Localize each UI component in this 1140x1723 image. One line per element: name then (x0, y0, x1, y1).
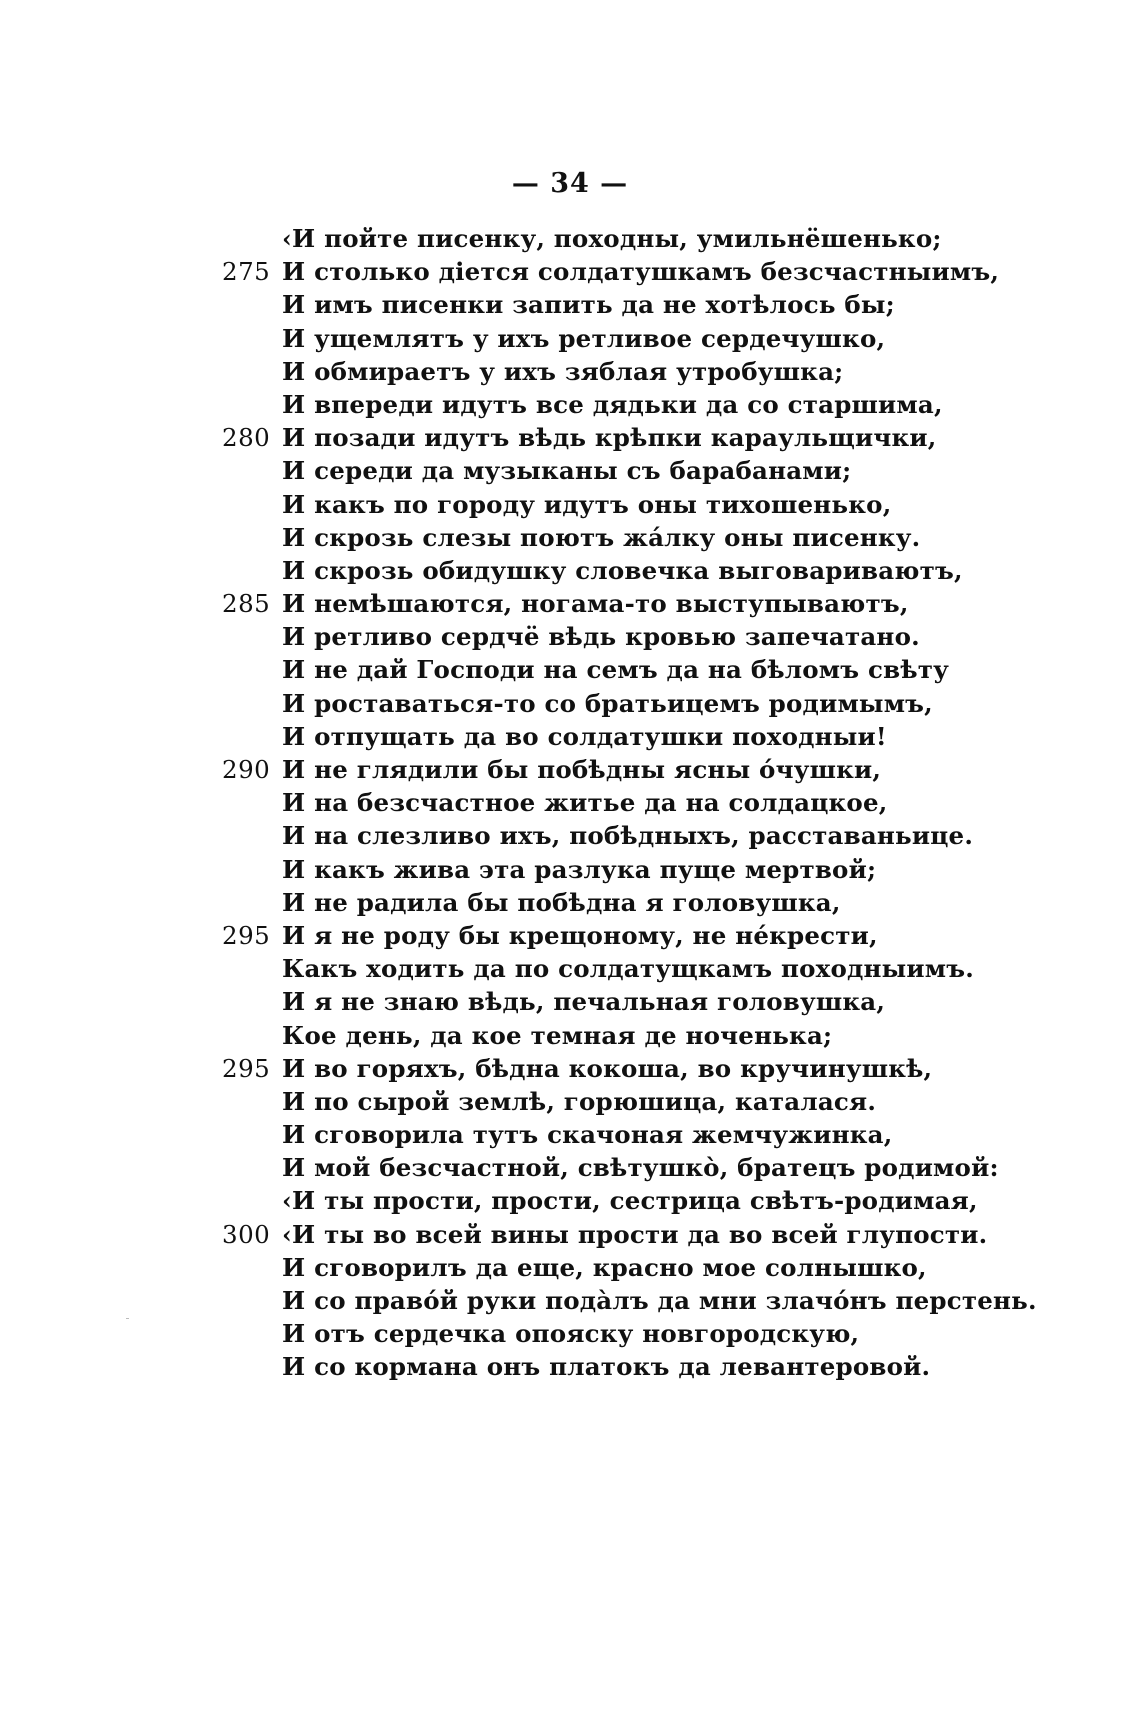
scan-speck (126, 1318, 129, 1319)
verse-line (0, 753, 1140, 786)
verse-line-text: И я не знаю вѣдь, печальная головушка, (282, 987, 886, 1017)
verse-line (0, 421, 1140, 454)
verse-line-text: И со правóй руки подàлъ да мни злачóнъ перстень. (282, 1286, 1037, 1315)
verse-line-text: И какъ жива эта разлука пуще мертвой; (282, 854, 877, 884)
verse-line (0, 853, 1140, 886)
verse-line (0, 322, 1140, 355)
verse-line-text: И ущемлятъ у ихъ ретливое сердечушко, (282, 323, 886, 353)
verse-line (0, 819, 1140, 852)
verse-line-text: И сговорилъ да еще, красно мое солнышко, (282, 1252, 927, 1282)
verse-line (0, 985, 1140, 1018)
verse-line-number: 300 (222, 1219, 271, 1249)
verse-line (0, 886, 1140, 919)
verse-line-text: И по сырой землѣ, горюшица, каталася. (282, 1086, 877, 1116)
verse-line (0, 388, 1140, 421)
verse-line (0, 952, 1140, 985)
verse-line (0, 919, 1140, 952)
verse-line-text: И скрозь обидушку словечка выговариваютъ, (282, 555, 963, 585)
verse-line-text: И мой безсчастной, свѣтушкò, братецъ родимой: (282, 1153, 999, 1183)
verse-line (0, 1184, 1140, 1217)
verse-line-text: ‹И ты прости, прости, сестрица свѣтъ-родимая, (282, 1186, 978, 1216)
verse-line-text: И на безсчастное житье да на солдацкое, (282, 788, 888, 818)
verse-line-text: И не дай Господи на семъ да на бѣломъ свѣту (282, 655, 950, 685)
verse-line-number: 295 (222, 920, 271, 950)
verse-line-number: 275 (222, 257, 271, 287)
verse-line (0, 653, 1140, 686)
verse-line-text: И ретливо сердчё вѣдь кровью запечатано. (282, 622, 920, 652)
verse-line (0, 454, 1140, 487)
verse-line-text: И я не роду бы крещоному, не нéкрести, (282, 920, 878, 950)
verse-line-number: 290 (222, 755, 271, 784)
verse-line-text: ‹И пойте писенку, походны, умильнёшенько; (282, 224, 942, 253)
verse-line (0, 1085, 1140, 1118)
verse-line (0, 1251, 1140, 1284)
verse-line-text: И отъ сердечка опояску новгородскую, (282, 1319, 860, 1349)
verse-line (0, 1151, 1140, 1184)
page-number: — 34 — (511, 168, 629, 199)
verse-line-text: И какъ по городу идутъ оны тихошенько, (282, 489, 892, 519)
verse-line-text: И не глядили бы побѣдны ясны óчушки, (282, 755, 882, 784)
verse-line (0, 255, 1140, 288)
verse-line-text: И на слезливо ихъ, побѣдныхъ, расставаньице. (282, 821, 974, 851)
verse-line-text: И роставаться-то со братьицемъ родимымъ, (282, 688, 933, 718)
verse-line (0, 1118, 1140, 1151)
verse-line (0, 1218, 1140, 1251)
verse-line (0, 1350, 1140, 1383)
verse-line (0, 222, 1140, 255)
verse-line-number: 280 (222, 423, 271, 453)
verse-line-number: 285 (222, 589, 271, 619)
verse-line (0, 720, 1140, 753)
verse-line-text: И столько дiется солдатушкамъ безсчастныимъ, (282, 257, 1000, 287)
verse-line-text: И не радила бы побѣдна я головушка, (282, 887, 841, 917)
verse-line (0, 554, 1140, 587)
verse-line (0, 687, 1140, 720)
verse-line-text: Кое день, да кое темная де ноченька; (282, 1020, 833, 1050)
verse-line-number: 295 (222, 1053, 271, 1083)
verse-line-text: И обмираетъ у ихъ зяблая утробушка; (282, 356, 844, 386)
verse-line (0, 587, 1140, 620)
verse-line-text: И середи да музыканы съ барабанами; (282, 456, 852, 486)
verse-line-text: И имъ писенки запить да не хотѣлось бы; (282, 290, 895, 320)
verse-line-text: И отпущать да во солдатушки походныи! (282, 721, 887, 751)
verse-line-text: И во горяхъ, бѣдна кокоша, во кручинушкѣ, (282, 1053, 933, 1083)
verse-line (0, 288, 1140, 321)
verse-line-text: И скрозь слезы поютъ жáлку оны писенку. (282, 522, 921, 552)
verse-line-text: И сговорила тутъ скачоная жемчужинка, (282, 1120, 893, 1150)
verse-line (0, 1052, 1140, 1085)
verse-line (0, 620, 1140, 653)
verse-line (0, 1284, 1140, 1317)
verse-line-text: ‹И ты во всей вины прости да во всей глупости. (282, 1219, 988, 1249)
verse-line-text: И впереди идутъ все дядьки да со старшима, (282, 389, 943, 419)
verse-line-text: И немѣшаются, ногама-то выступываютъ, (282, 589, 909, 619)
verse-line (0, 1019, 1140, 1052)
verse-line (0, 355, 1140, 388)
verse-line (0, 786, 1140, 819)
verse-line-text: И позади идутъ вѣдь крѣпки караульщички, (282, 423, 937, 453)
verse-block (0, 222, 1140, 1384)
verse-line-text: Какъ ходить да по солдатущкамъ походныимъ. (282, 954, 975, 984)
verse-line (0, 1317, 1140, 1350)
verse-line (0, 521, 1140, 554)
verse-line-text: И со кормана онъ платокъ да левантеровой. (282, 1352, 931, 1382)
verse-line (0, 488, 1140, 521)
